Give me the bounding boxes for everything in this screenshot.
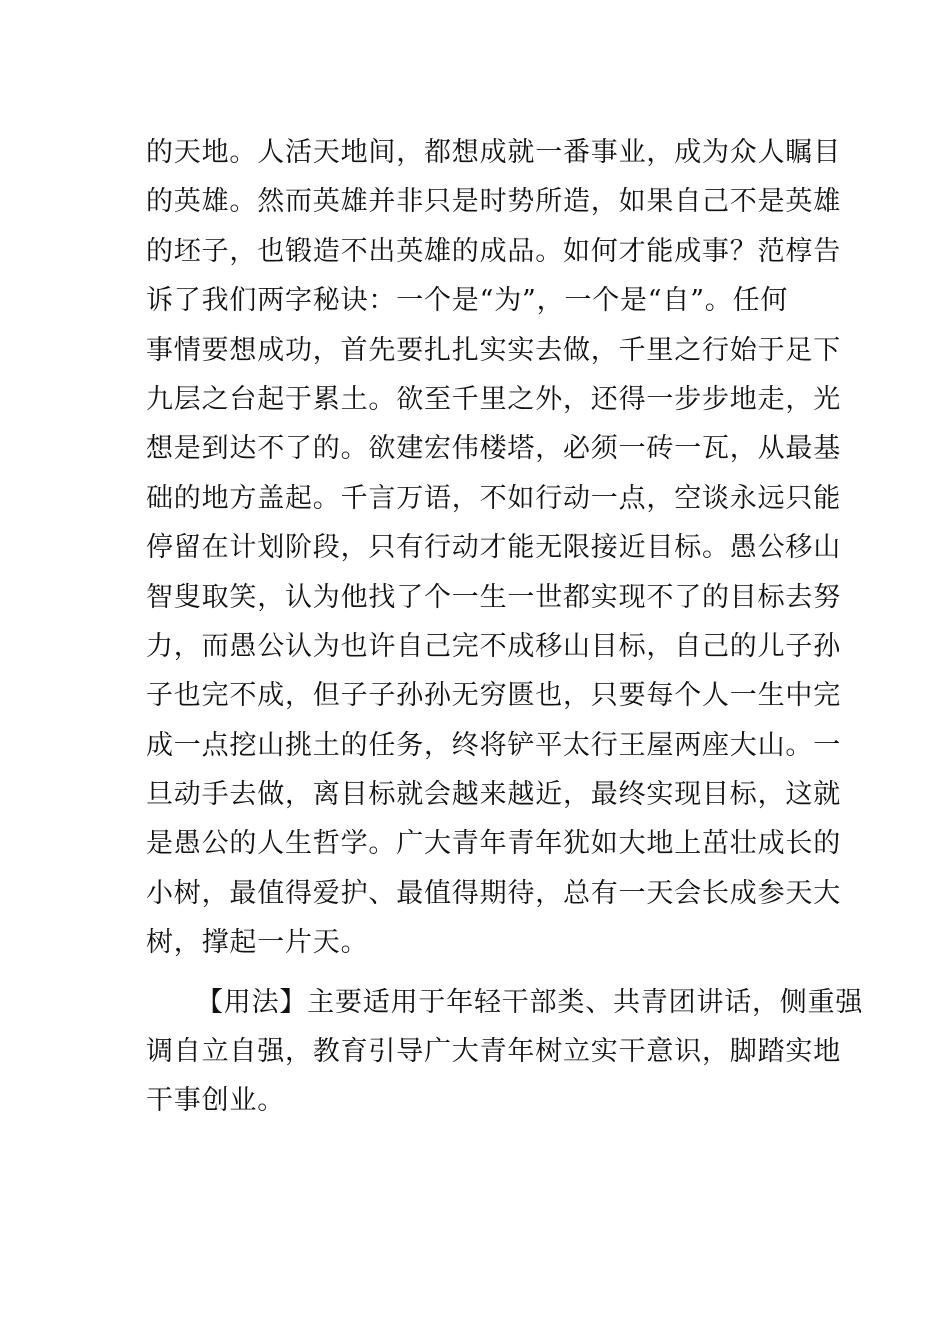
paragraph-line: 智叟取笑，认为他找了个一生一世都实现不了的目标去努 xyxy=(146,581,841,613)
usage-line: 干事创业。 xyxy=(146,1085,285,1117)
paragraph-line: 的英雄。然而英雄并非只是时势所造，如果自己不是英雄 xyxy=(146,186,841,218)
paragraph-line: 小树，最值得爱护、最值得期待，总有一天会长成参天大 xyxy=(146,877,841,909)
paragraph-line: 旦动手去做，离目标就会越来越近，最终实现目标，这就 xyxy=(146,779,841,811)
paragraph-line: 础的地方盖起。千言万语，不如行动一点，空谈永远只能 xyxy=(146,482,841,514)
usage-line: 调自立自强，教育引导广大青年树立实干意识，脚踏实地 xyxy=(146,1036,841,1068)
paragraph-line: 树，撑起一片天。 xyxy=(146,927,369,959)
paragraph-line: 成一点挖山挑土的任务，终将铲平太行王屋两座大山。一 xyxy=(146,729,841,761)
body-text xyxy=(146,128,864,1126)
paragraph-line: 子也完不成，但子子孙孙无穷匮也，只要每个人一生中完 xyxy=(146,680,841,712)
paragraph-line: 是愚公的人生哲学。广大青年青年犹如大地上茁壮成长的 xyxy=(146,828,841,860)
paragraph-line: 力，而愚公认为也许自己完不成移山目标，自己的儿子孙 xyxy=(146,630,841,662)
paragraph-main xyxy=(146,128,841,968)
paragraph-line: 停留在计划阶段，只有行动才能无限接近目标。愚公移山 xyxy=(146,532,841,564)
paragraph-line: 九层之台起于累土。欲至千里之外，还得一步步地走，光 xyxy=(146,383,841,415)
paragraph-spacer xyxy=(146,968,808,978)
paragraph-line: 想是到达不了的。欲建宏伟楼塔，必须一砖一瓦，从最基 xyxy=(146,433,841,465)
paragraph-line: 诉了我们两字秘诀：一个是“为”，一个是“自”。任何 xyxy=(146,285,789,317)
paragraph-line: 事情要想成功，首先要扎扎实实去做，千里之行始于足下 xyxy=(146,334,841,366)
usage-line: 【用法】主要适用于年轻干部类、共青团讲话，侧重强 xyxy=(196,986,864,1018)
paragraph-line: 的天地。人活天地间，都想成就一番事业，成为众人瞩目 xyxy=(146,137,841,168)
paragraph-line: 的坯子，也锻造不出英雄的成品。如何才能成事？范椁告 xyxy=(146,235,841,267)
usage-paragraph xyxy=(146,978,864,1126)
